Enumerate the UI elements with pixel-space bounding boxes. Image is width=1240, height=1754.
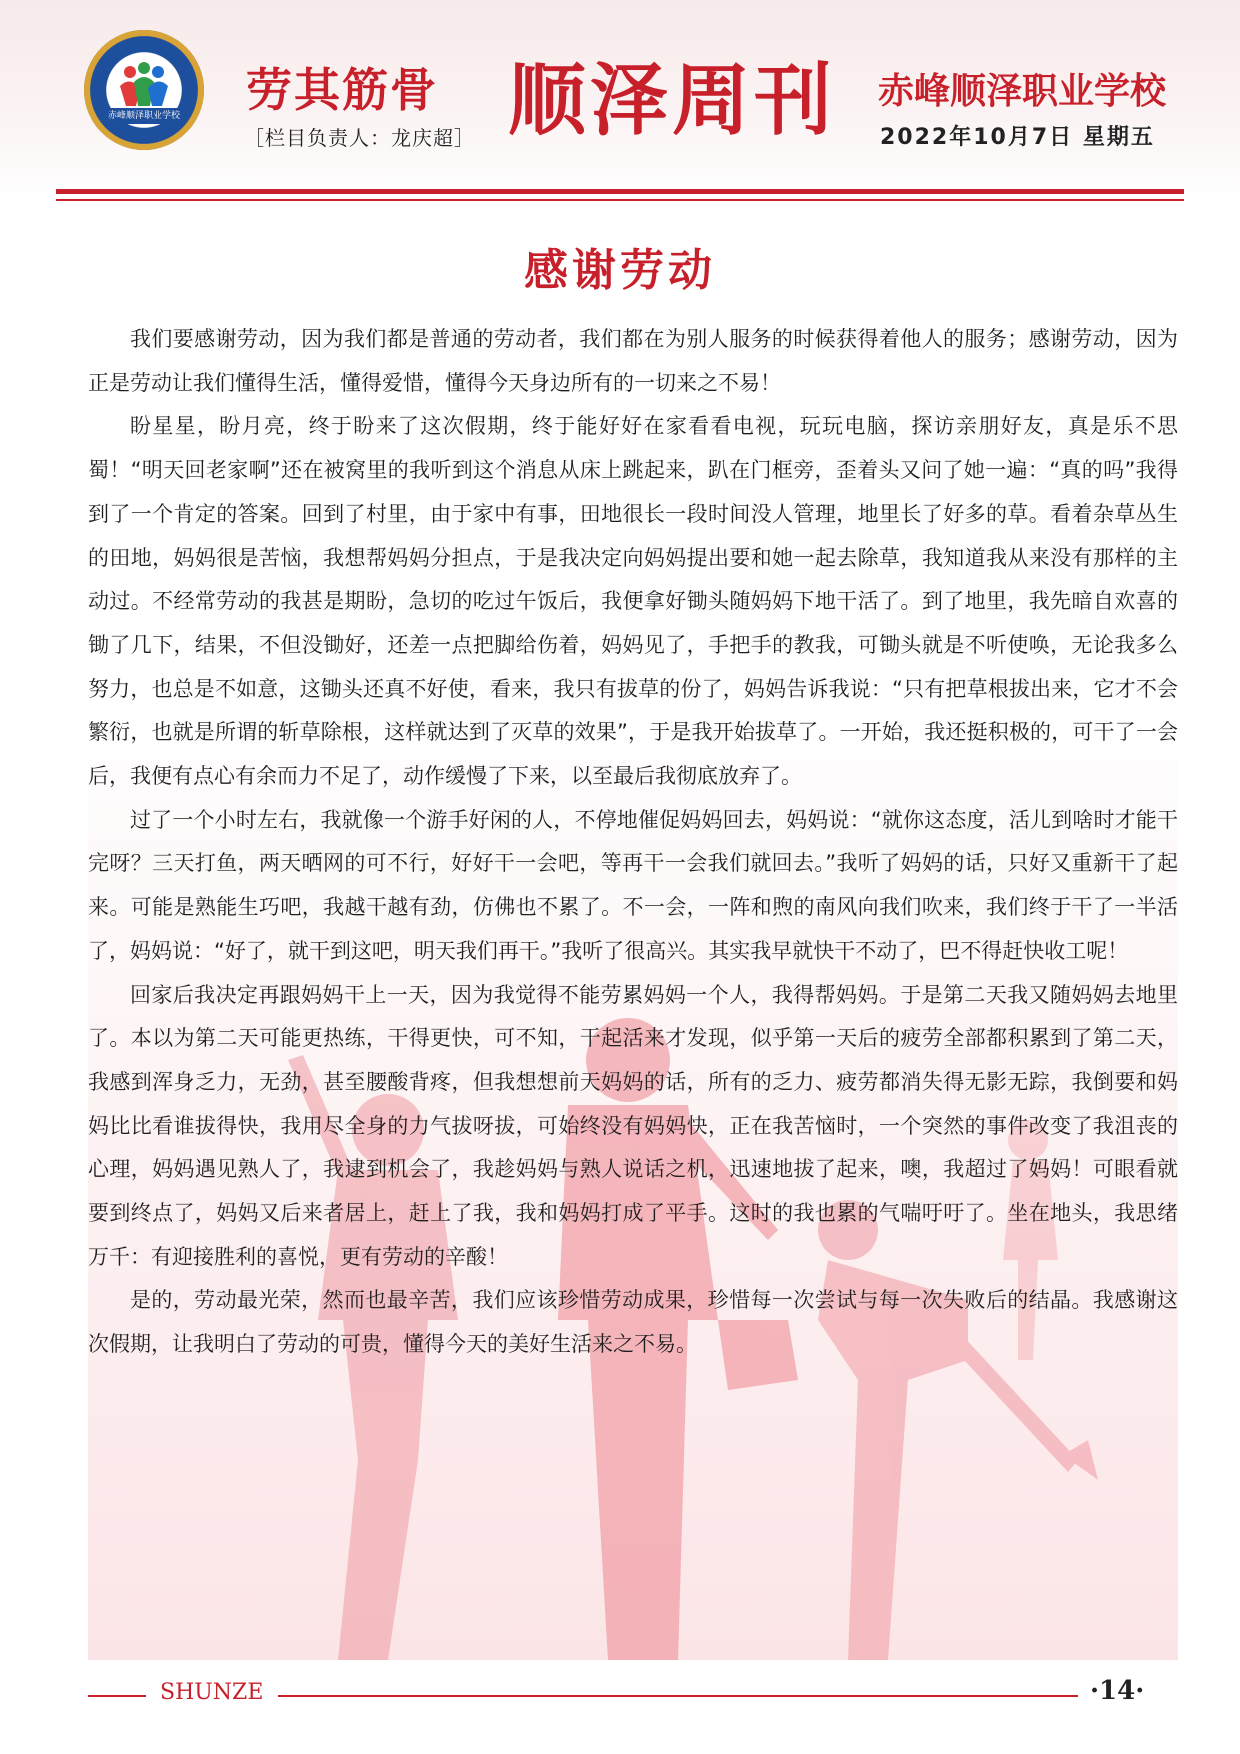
column-title: 劳其筋骨: [246, 63, 438, 117]
article-paragraph: 过了一个小时左右，我就像一个游手好闲的人，不停地催促妈妈回去，妈妈说：“就你这态度，活儿到啥时才能干完呀？三天打鱼，两天晒网的可不行，好好干一会吧，等再干一会我们就回去。”我听了妈妈的话，只好又重新干了起来。可能是熟能生巧吧，我越干越有劲，仿佛也不累了。不一会，一阵和煦的南风向我们吹来，我们终于干了一半活了，妈妈说：“好了，就干到这吧，明天我们再干。”我听了很高兴。其实我早就快干不动了，巴不得赶快收工呢！: [88, 807, 1178, 963]
footer-rule-left: [88, 1695, 146, 1697]
footer-brand: SHUNZE: [160, 1680, 264, 1705]
article-paragraph: 盼星星，盼月亮，终于盼来了这次假期，终于能好好在家看看电视，玩玩电脑，探访亲朋好友，真是乐不思蜀！“明天回老家啊”还在被窝里的我听到这个消息从床上跳起来，趴在门框旁，歪着头又问了她一遍：“真的吗”我得到了一个肯定的答案。回到了村里，由于家中有事，田地很长一段时间没人管理，地里长了好多的草。看着杂草丛生的田地，妈妈很是苦恼，我想帮妈妈分担点，于是我决定向妈妈提出要和她一起去除草，我知道我从来没有那样的主动过。不经常劳动的我甚是期盼，急切的吃过午饭后，我便拿好锄头随妈妈下地干活了。到了地里，我先暗自欢喜的锄了几下，结果，不但没锄好，还差一点把脚给伤着，妈妈见了，手把手的教我，可锄头就是不听使唤，无论我多么努力，也总是不如意，这锄头还真不好使，看来，我只有拔草的份了，妈妈告诉我说：“只有把草根拔出来，它才不会繁衍，也就是所谓的斩草除根，这样就达到了灭草的效果”，于是我开始拔草了。一开始，我还挺积极的，可干了一会后，我便有点心有余而力不足了，动作缓慢了下来，以至最后我彻底放弃了。: [88, 414, 1178, 789]
article-paragraph: 我们要感谢劳动，因为我们都是普通的劳动者，我们都在为别人服务的时候获得着他人的服务；感谢劳动，因为正是劳动让我们懂得生活，懂得爱惜，懂得今天身边所有的一切来之不易！: [88, 327, 1178, 395]
article-body: [88, 318, 1178, 1367]
footer-rule-middle: [278, 1695, 1078, 1697]
article-paragraph: 回家后我决定再跟妈妈干上一天，因为我觉得不能劳累妈妈一个人，我得帮妈妈。于是第二天我又随妈妈去地里了。本以为第二天可能更热练，干得更快，可不知，干起活来才发现，似乎第一天后的疲劳全部都积累到了第二天，我感到浑身乏力，无劲，甚至腰酸背疼，但我想想前天妈妈的话，所有的乏力、疲劳都消失得无影无踪，我倒要和妈妈比比看谁拔得快，我用尽全身的力气拔呀拔，可始终没有妈妈快，正在我苦恼时，一个突然的事件改变了我沮丧的心理，妈妈遇见熟人了，我逮到机会了，我趁妈妈与熟人说话之机，迅速地拔了起来，噢，我超过了妈妈！可眼看就要到终点了，妈妈又后来者居上，赶上了我，我和妈妈打成了平手。这时的我也累的气喘吁吁了。坐在地头，我思绪万千：有迎接胜利的喜悦，更有劳动的辛酸！: [88, 982, 1178, 1269]
school-logo: [84, 30, 204, 150]
column-editor: ［栏目负责人：龙庆超］: [244, 126, 475, 150]
issue-date: 2022年10月7日 星期五: [880, 125, 1155, 150]
people-emblem-icon: [116, 62, 172, 108]
page-number: ·14·: [1090, 1676, 1145, 1706]
article-title: 感谢劳动: [524, 245, 716, 296]
school-name: 赤峰顺泽职业学校: [878, 71, 1167, 112]
article-paragraph: 是的，劳动最光荣，然而也最辛苦，我们应该珍惜劳动成果，珍惜每一次尝试与每一次失败后的结晶。我感谢这次假期，让我明白了劳动的可贵，懂得今天的美好生活来之不易。: [88, 1288, 1178, 1357]
header-rule-thin: [56, 199, 1184, 201]
journal-title: 顺泽周刊: [508, 55, 837, 146]
logo-school-name: 赤峰顺泽职业学校: [102, 108, 186, 124]
header-rule-thick: [56, 189, 1184, 194]
